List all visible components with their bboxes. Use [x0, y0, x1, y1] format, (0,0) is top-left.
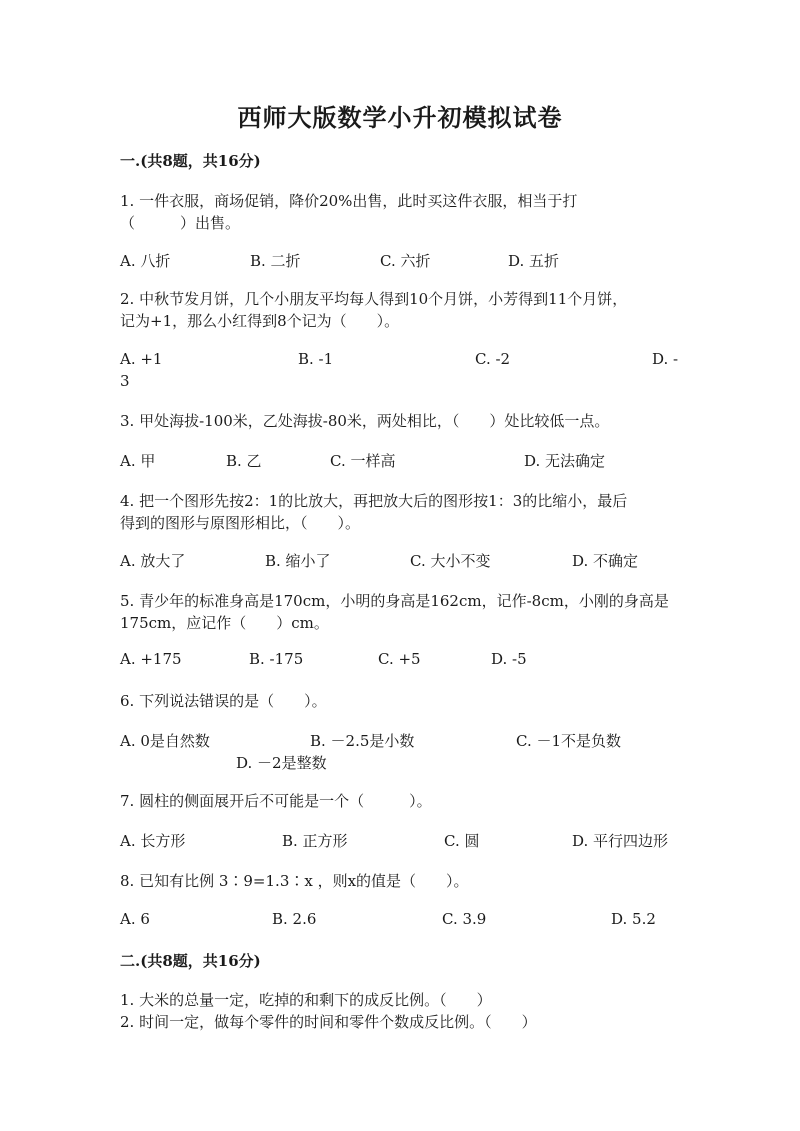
- q2-option-d-wrap: 3: [120, 372, 130, 390]
- q6-option-d: D. －2是整数: [236, 754, 327, 772]
- section-2-heading: 二.(共8题，共16分): [120, 952, 261, 970]
- question-3-line-1: 3. 甲处海拔-100米，乙处海拔-80米，两处相比，（ ）处比较低一点。: [120, 412, 610, 430]
- q1-option-a: A. 八折: [120, 252, 171, 270]
- q4-option-d: D. 不确定: [572, 552, 639, 570]
- q4-option-a: A. 放大了: [120, 552, 186, 570]
- question-2-line-1: 2. 中秋节发月饼，几个小朋友平均每人得到10个月饼，小芳得到11个月饼，: [120, 290, 628, 308]
- q6-option-c: C. －1不是负数: [516, 732, 622, 750]
- q1-option-c: C. 六折: [380, 252, 431, 270]
- q2-option-c: C. -2: [475, 350, 511, 368]
- q2-option-a: A. +1: [120, 350, 163, 368]
- q8-option-c: C. 3.9: [442, 910, 487, 928]
- q5-option-a: A. +175: [120, 650, 182, 668]
- judgement-item-1: 1. 大米的总量一定，吃掉的和剩下的成反比例。（ ）: [120, 991, 492, 1009]
- q3-option-c: C. 一样高: [330, 452, 396, 470]
- q3-option-b: B. 乙: [226, 452, 262, 470]
- q4-option-c: C. 大小不变: [410, 552, 491, 570]
- q6-option-b: B. －2.5是小数: [310, 732, 415, 750]
- q1-option-d: D. 五折: [508, 252, 560, 270]
- question-7-line-1: 7. 圆柱的侧面展开后不可能是一个（ ）。: [120, 792, 432, 810]
- judgement-item-2: 2. 时间一定，做每个零件的时间和零件个数成反比例。（ ）: [120, 1013, 537, 1031]
- question-5-line-1: 5. 青少年的标准身高是170cm，小明的身高是162cm，记作-8cm，小刚的身高是: [120, 592, 669, 610]
- q6-option-a: A. 0是自然数: [120, 732, 210, 750]
- q2-option-b: B. -1: [298, 350, 334, 368]
- question-8-line-1: 8. 已知有比例 3∶9=1.3∶x ，则x的值是（ ）。: [120, 872, 469, 890]
- q3-option-a: A. 甲: [120, 452, 156, 470]
- q1-option-b: B. 二折: [250, 252, 301, 270]
- q7-option-c: C. 圆: [444, 832, 480, 850]
- q2-option-d: D. -: [652, 350, 679, 368]
- q8-option-b: B. 2.6: [272, 910, 317, 928]
- page-title: 西师大版数学小升初模拟试卷: [237, 103, 563, 132]
- q7-option-d: D. 平行四边形: [572, 832, 669, 850]
- question-4-line-2: 得到的图形与原图形相比，（ ）。: [120, 514, 361, 532]
- q7-option-b: B. 正方形: [282, 832, 348, 850]
- question-2-line-2: 记为+1，那么小红得到8个记为（ ）。: [120, 312, 400, 330]
- question-1-line-2: （ ）出售。: [120, 214, 241, 232]
- q8-option-a: A. 6: [120, 910, 150, 928]
- q5-option-d: D. -5: [491, 650, 527, 668]
- q4-option-b: B. 缩小了: [265, 552, 331, 570]
- section-1-heading: 一.(共8题，共16分): [120, 152, 261, 170]
- question-5-line-2: 175cm，应记作（ ）cm。: [120, 614, 329, 632]
- question-4-line-1: 4. 把一个图形先按2：1的比放大，再把放大后的图形按1：3的比缩小，最后: [120, 492, 628, 510]
- q5-option-b: B. -175: [249, 650, 304, 668]
- q5-option-c: C. +5: [378, 650, 421, 668]
- q3-option-d: D. 无法确定: [524, 452, 606, 470]
- question-6-line-1: 6. 下列说法错误的是（ ）。: [120, 692, 327, 710]
- question-1-line-1: 1. 一件衣服，商场促销，降价20%出售，此时买这件衣服，相当于打: [120, 192, 578, 210]
- q7-option-a: A. 长方形: [120, 832, 186, 850]
- q8-option-d: D. 5.2: [611, 910, 656, 928]
